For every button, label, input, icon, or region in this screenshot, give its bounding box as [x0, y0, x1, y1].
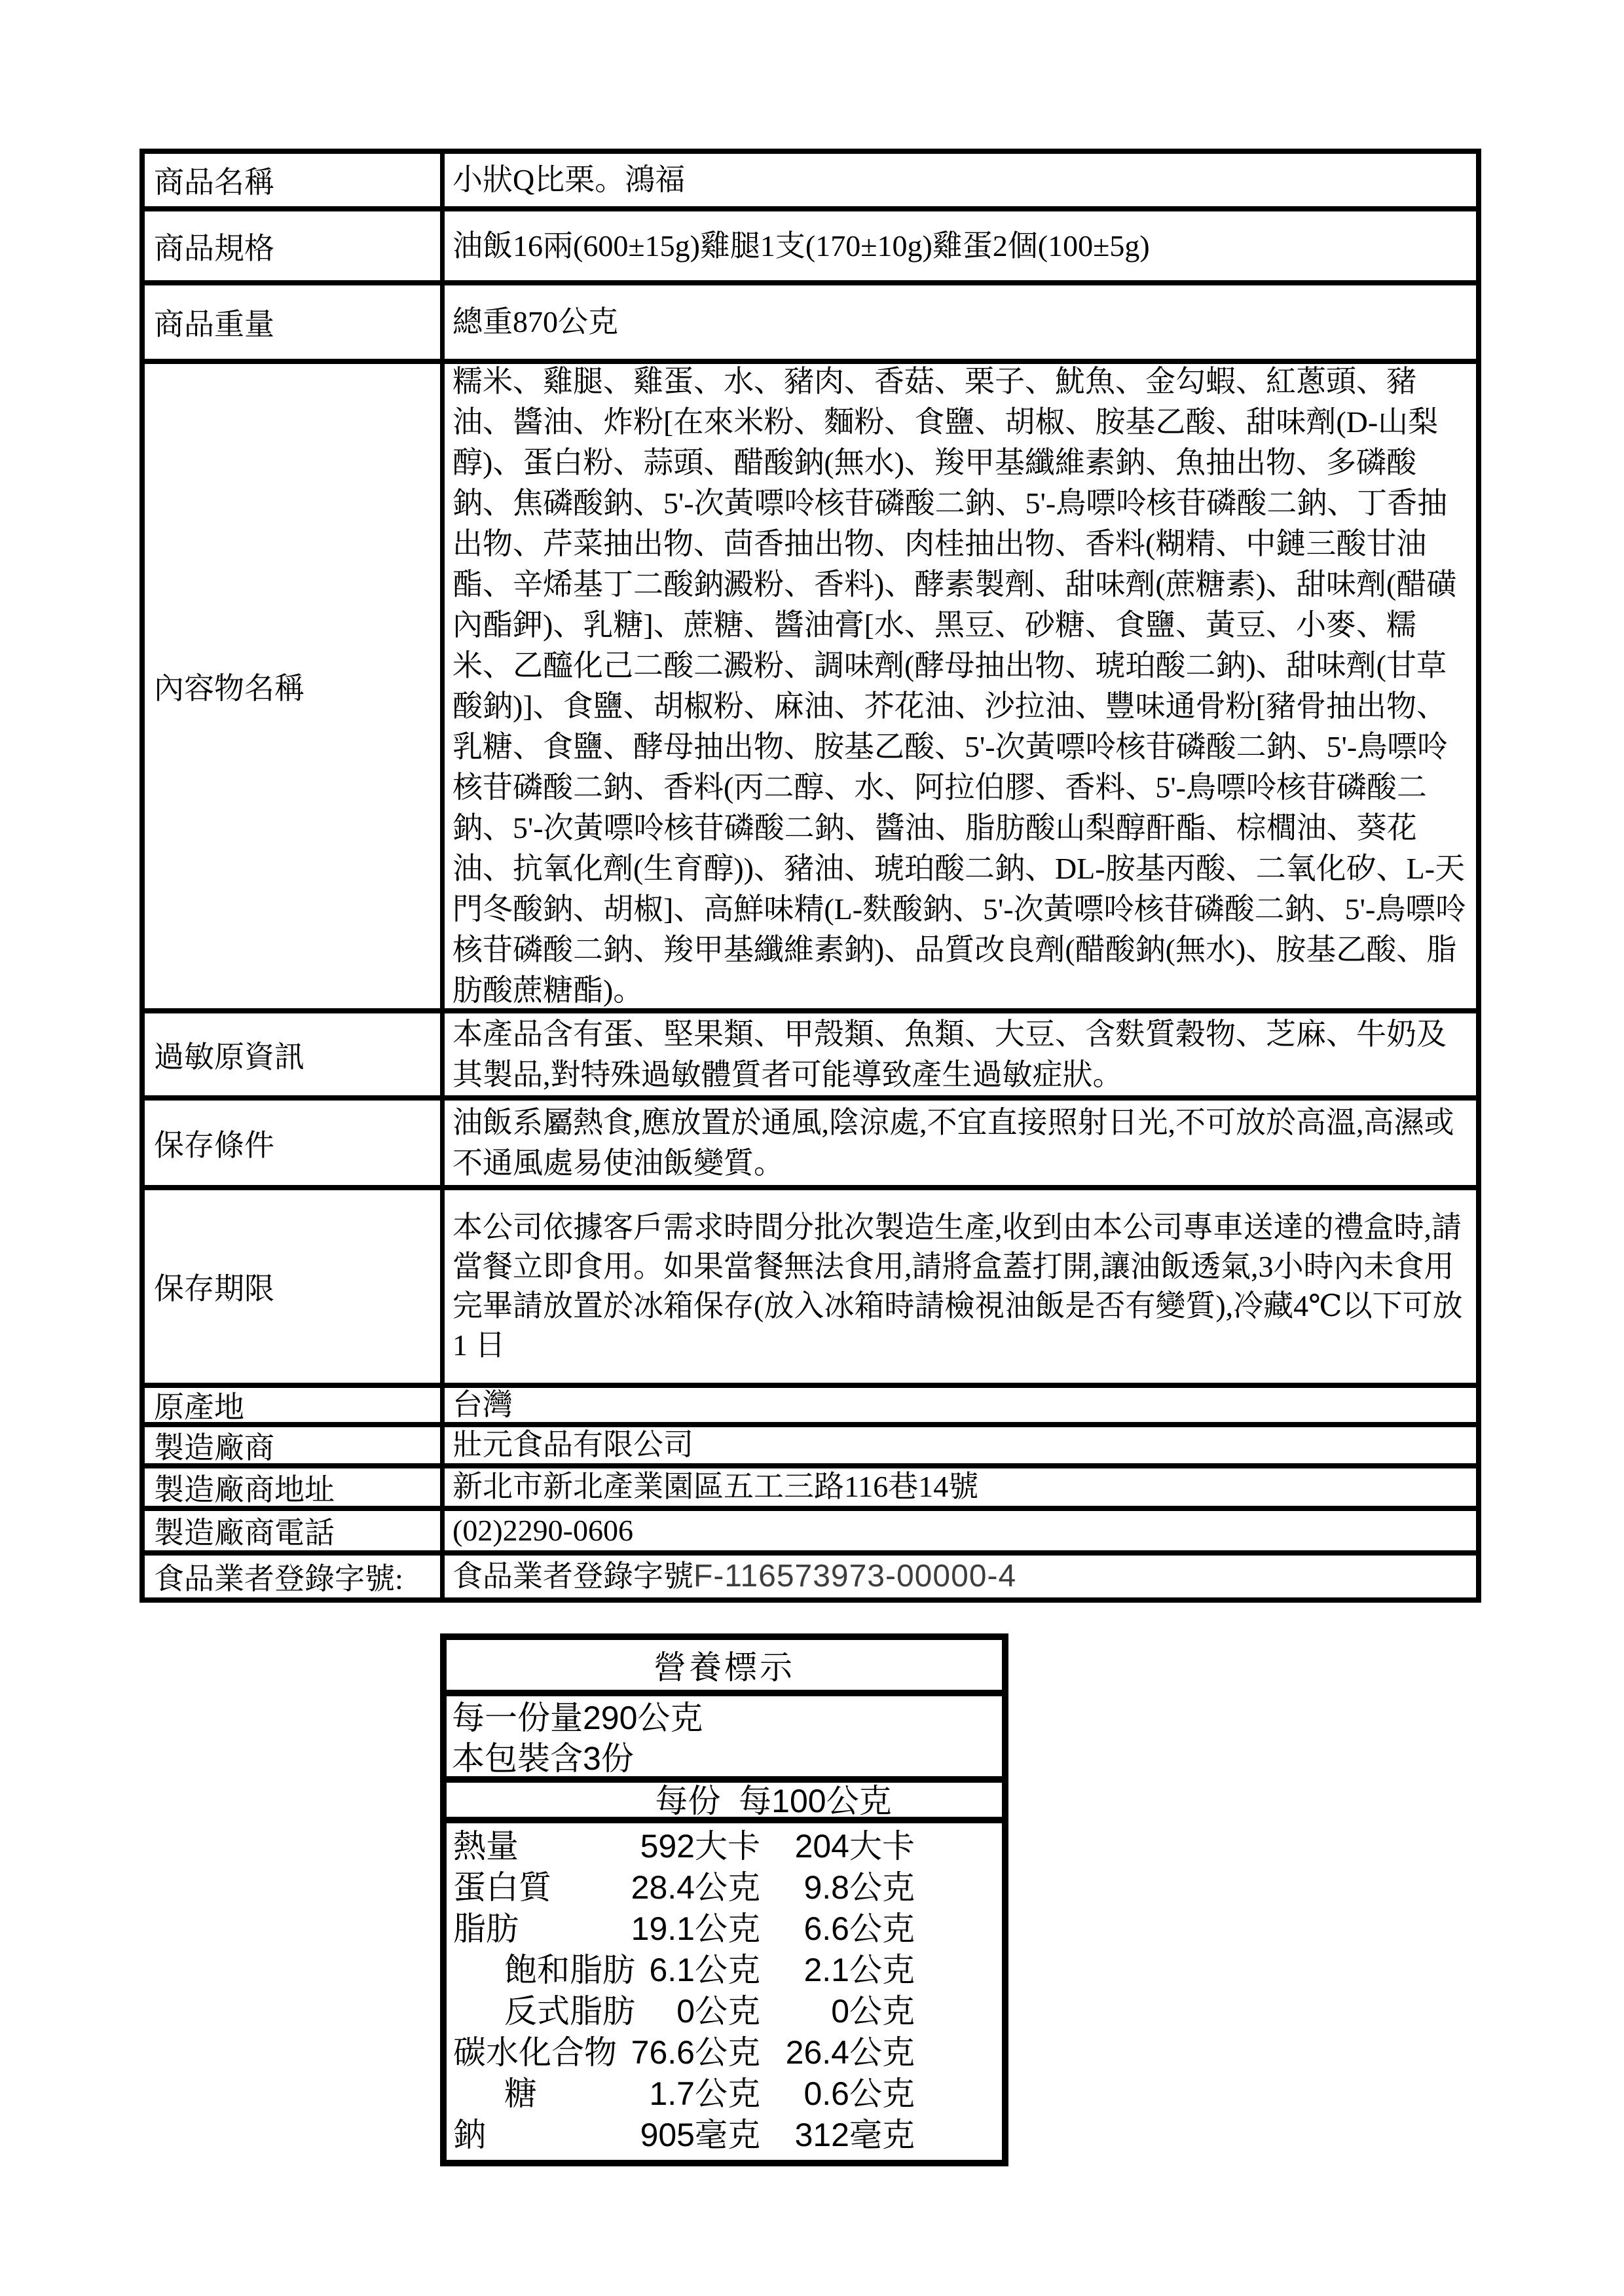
nutrition-row-protein — [447, 1867, 1002, 1908]
nutrition-row-fat — [447, 1908, 1002, 1950]
nutrition-row-carbohydrate — [447, 2032, 1002, 2073]
nutrition-row-saturated-fat — [447, 1950, 1002, 1991]
nutrition-body — [447, 1823, 1002, 2160]
per-serving-value: 0公克 — [676, 1993, 760, 2030]
manufacturer-phone-value: (02)2290-0606 — [452, 1513, 633, 1547]
per-100g-value: 2.1公克 — [803, 1952, 915, 1988]
table-row-registration-number — [145, 1556, 1476, 1597]
servings-per-package: 本包裝含3份 — [452, 1740, 634, 1777]
nutrient-label: 飽和脂肪 — [504, 1952, 635, 1988]
nutrition-row-sodium — [447, 2115, 1002, 2156]
ingredients-value: 糯米、雞腿、雞蛋、水、豬肉、香菇、栗子、魷魚、金勾蝦、紅蔥頭、豬油、醬油、炸粉[在來米粉、麵粉、食鹽、胡椒、胺基乙酸、甜味劑(D-山梨醇)、蛋白粉、蒜頭、醋酸鈉(無水)、羧甲基纖維素鈉、魚抽出物、多磷酸鈉、焦磷酸鈉、5'-次黃嘌呤核苷磷酸二鈉、5'-鳥嘌呤核苷磷酸二鈉、丁香抽出物、芹菜抽出物、茴香抽出物、肉桂抽出物、香料(糊精、中鏈三酸甘油酯、辛烯基丁二酸鈉澱粉、香料)、酵素製劑、甜味劑(蔗糖素)、甜味劑(醋磺內酯鉀)、乳糖]、蔗糖、醬油膏[水、黑豆、砂糖、食鹽、黃豆、小麥、糯米、乙醯化己二酸二澱粉、調味劑(酵母抽出物、琥珀酸二鈉)、甜味劑(甘草酸鈉)]、食鹽、胡椒粉、麻油、芥花油、沙拉油、豐味通骨粉[豬骨抽出物、乳糖、食鹽、酵母抽出物、胺基乙酸、5'-次黃嘌呤核苷磷酸二鈉、5'-鳥嘌呤核苷磷酸二鈉、香料(丙二醇、水、阿拉伯膠、香料、5'-鳥嘌呤核苷磷酸二鈉、5'-次黃嘌呤核苷磷酸二鈉、醬油、脂肪酸山梨醇酐酯、棕櫚油、葵花油、抗氧化劑(生育醇))、豬油、琥珀酸二鈉、DL-胺基丙酸、二氧化矽、L-天門冬酸鈉、胡椒]、高鮮味精(L-麩酸鈉、5'-次黃嘌呤核苷磷酸二鈉、5'-鳥嘌呤核苷磷酸二鈉、羧甲基纖維素鈉)、品質改良劑(醋酸鈉(無水)、胺基乙酸、脂肪酸蔗糖酯)。 — [452, 365, 1466, 1007]
table-row-origin — [145, 1388, 1476, 1427]
nutrition-column-header: 每份 每100公克 — [447, 1783, 1002, 1823]
row-label: 製造廠商地址 — [145, 1468, 445, 1506]
nutrition-row-trans-fat — [447, 1991, 1002, 2032]
nutrition-row-sugar — [447, 2073, 1002, 2115]
per-serving-value: 6.1公克 — [649, 1952, 760, 1988]
per-serving-value: 1.7公克 — [649, 2075, 760, 2112]
per-100g-value: 9.8公克 — [803, 1869, 915, 1906]
row-label: 商品名稱 — [145, 154, 445, 206]
row-label: 商品規格 — [145, 211, 445, 280]
nutrient-label: 碳水化合物 — [453, 2034, 617, 2071]
table-row-product-name — [145, 154, 1476, 211]
nutrient-label: 蛋白質 — [453, 1869, 551, 1906]
row-label: 原產地 — [145, 1388, 445, 1422]
nutrient-label: 反式脂肪 — [504, 1993, 635, 2030]
registration-code: F-116573973-00000-4 — [693, 1558, 1017, 1594]
per-100g-value: 204大卡 — [794, 1828, 915, 1865]
nutrient-label: 熱量 — [453, 1828, 519, 1865]
table-row-shelf-life — [145, 1190, 1476, 1388]
nutrition-serving-block — [447, 1696, 1002, 1783]
table-row-manufacturer-phone — [145, 1511, 1476, 1556]
row-label: 內容物名稱 — [145, 364, 445, 1008]
product-spec-value: 油飯16兩(600±15g)雞腿1支(170±10g)雞蛋2個(100±5g) — [452, 228, 1150, 263]
row-label: 製造廠商 — [145, 1427, 445, 1463]
table-row-allergens — [145, 1013, 1476, 1101]
per-100g-value: 26.4公克 — [785, 2034, 915, 2071]
registration-prefix: 食品業者登錄字號 — [452, 1559, 693, 1593]
product-weight-value: 總重870公克 — [452, 305, 618, 338]
product-info-table — [139, 149, 1481, 1603]
table-row-storage-conditions — [145, 1101, 1476, 1190]
per-100g-value: 0.6公克 — [803, 2075, 915, 2112]
nutrition-table — [440, 1633, 1008, 2166]
table-row-product-spec — [145, 211, 1476, 285]
table-row-product-weight — [145, 285, 1476, 364]
row-label: 保存條件 — [145, 1101, 445, 1185]
allergens-value: 本產品含有蛋、堅果類、甲殼類、魚類、大豆、含麩質穀物、芝麻、牛奶及其製品,對特殊過敏體質者可能導致產生過敏症狀。 — [452, 1017, 1447, 1091]
per-serving-value: 19.1公克 — [631, 1910, 760, 1947]
per-serving-value: 28.4公克 — [631, 1869, 760, 1906]
manufacturer-value: 壯元食品有限公司 — [452, 1428, 693, 1462]
manufacturer-address-value: 新北市新北產業園區五工三路116巷14號 — [452, 1470, 979, 1504]
per-100g-value: 0公克 — [831, 1993, 915, 2030]
nutrition-title: 營養標示 — [447, 1640, 1002, 1696]
row-label: 食品業者登錄字號: — [145, 1556, 445, 1597]
table-row-manufacturer — [145, 1427, 1476, 1468]
per-serving-value: 76.6公克 — [631, 2034, 760, 2071]
table-row-manufacturer-address — [145, 1468, 1476, 1511]
per-100g-value: 312毫克 — [794, 2117, 915, 2153]
serving-size: 每一份量290公克 — [452, 1700, 703, 1736]
per-serving-value: 592大卡 — [640, 1828, 760, 1865]
row-label: 保存期限 — [145, 1190, 445, 1383]
row-label: 過敏原資訊 — [145, 1013, 445, 1095]
product-name-value: 小狀Q比栗。鴻福 — [452, 163, 686, 196]
per-100g-value: 6.6公克 — [803, 1910, 915, 1947]
nutrition-row-calories — [447, 1826, 1002, 1867]
origin-value: 台灣 — [452, 1388, 513, 1421]
nutrient-label: 脂肪 — [453, 1910, 519, 1947]
shelf-life-value: 本公司依據客戶需求時間分批次製造生產,收到由本公司專車送達的禮盒時,請當餐立即食用。如果當餐無法食用,請將盒蓋打開,讓油飯透氣,3小時內未食用完畢請放置於冰箱保存(放入冰箱時請檢視油飯是否有變質),冷藏4℃以下可放 1 日 — [452, 1211, 1463, 1362]
nutrient-label: 糖 — [504, 2075, 537, 2112]
per-serving-value: 905毫克 — [640, 2117, 760, 2153]
row-label: 商品重量 — [145, 285, 445, 359]
table-row-ingredients — [145, 364, 1476, 1013]
row-label: 製造廠商電話 — [145, 1511, 445, 1550]
storage-conditions-value: 油飯系屬熱食,應放置於通風,陰涼處,不宜直接照射日光,不可放於高溫,高濕或不通風處易使油飯變質。 — [452, 1105, 1454, 1180]
nutrient-label: 鈉 — [453, 2117, 486, 2153]
